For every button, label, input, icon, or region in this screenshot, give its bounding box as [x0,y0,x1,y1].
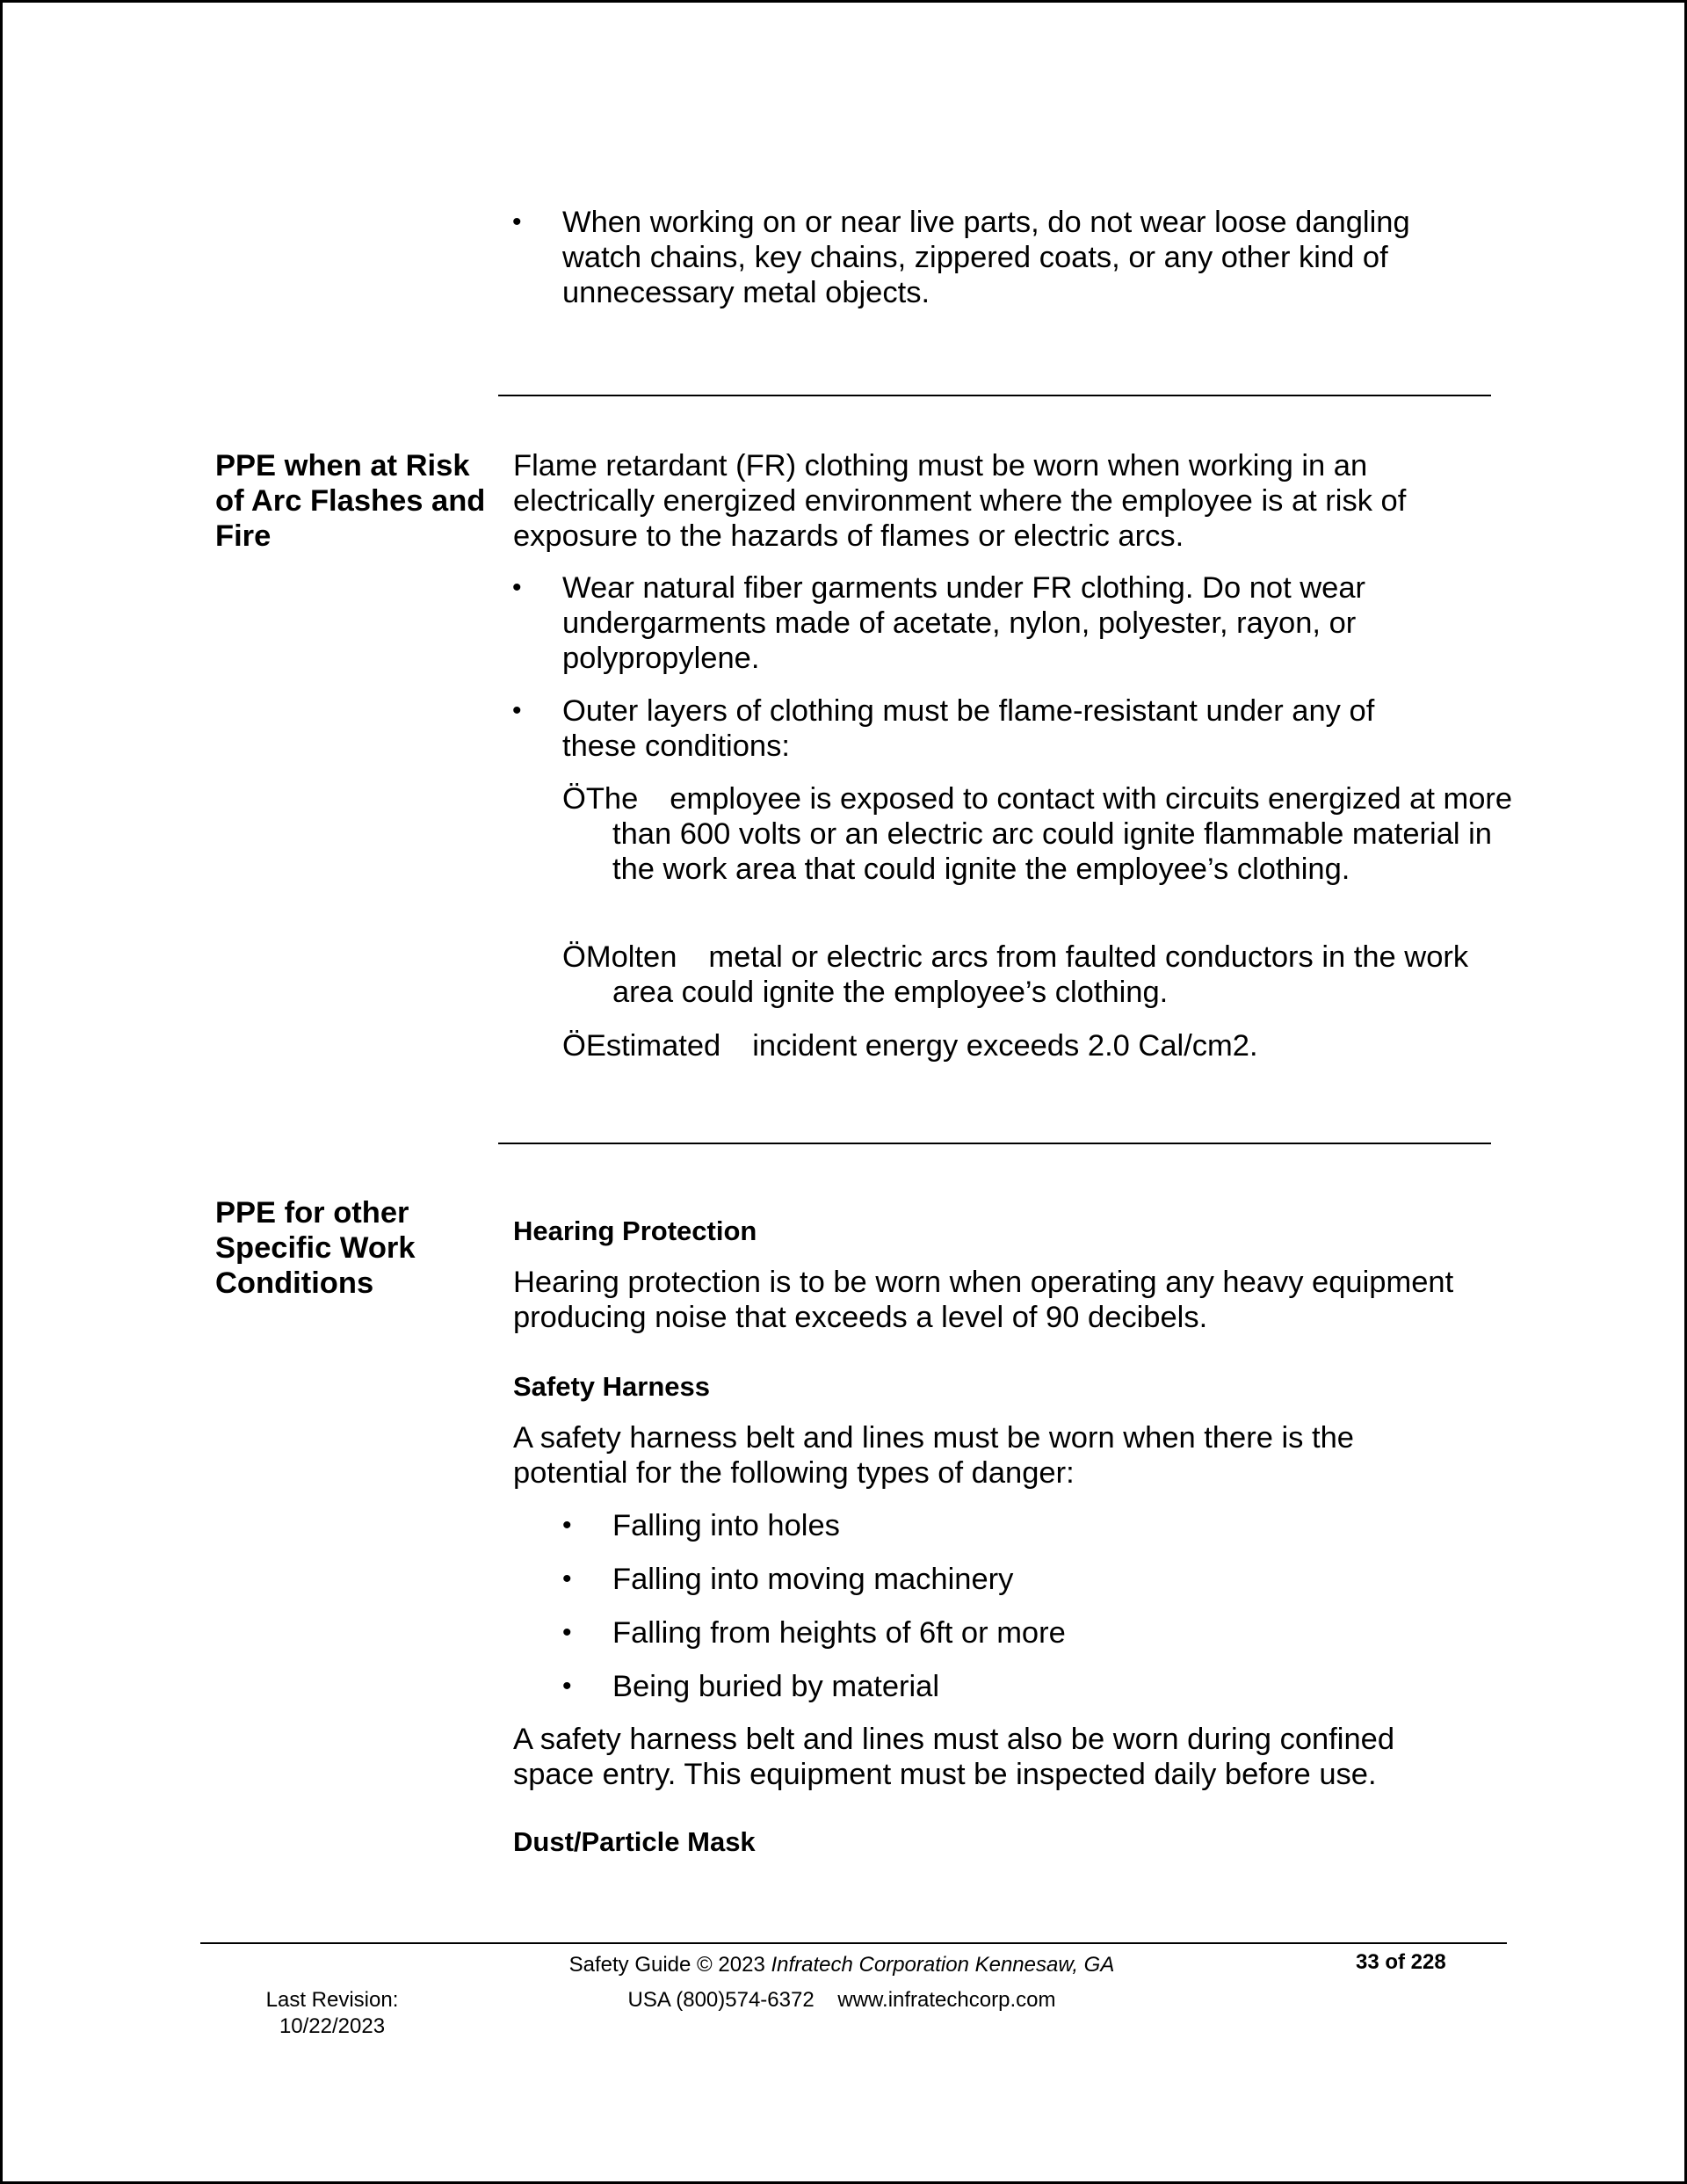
bullet-text: When working on or near live parts, do not wear loose dangling watch chains, key chains, zippered coats, or any other kind of unnecessary metal objects. [562,206,1410,309]
footer-phone: USA (800)574-6372 [627,1988,815,2012]
harness-intro-paragraph: A safety harness belt and lines must be worn when there is the potential for the following types of danger: [513,1421,1354,1490]
subheading-safety-harness: Safety Harness [513,1371,711,1402]
section-divider [498,1143,1491,1144]
condition-item [562,781,1526,887]
hearing-paragraph: Hearing protection is to be worn when operating any heavy equipment producing noise that exceeds a level of 90 decibels. [513,1266,1454,1334]
page-number: 33 of 228 [1356,1950,1446,1974]
footer-revision [214,1987,451,2040]
revision-date: 10/22/2023 [279,2014,386,2038]
harness-outro-paragraph: A safety harness belt and lines must also be worn during confined space entry. This equipment must be inspected daily before use. [513,1723,1395,1791]
arc-bullet-1: Wear natural fiber garments under FR clothing. Do not wear undergarments made of acetate, nylon, polyester, rayon, or polypropylene. [562,571,1366,675]
footer-guide: Safety Guide © 2023 [568,1953,765,1977]
footer-website: www.infratechcorp.com [837,1988,1056,2012]
footer-copyright [495,1952,1189,1978]
subheading-hearing-protection: Hearing Protection [513,1215,757,1246]
harness-item: Falling into holes [612,1509,840,1542]
bullet-marker: • [562,1511,572,1540]
condition-text: employee is exposed to contact with circuits energized at more than 600 volts or an electric arc could ignite flammable material in the work area that could ignite the employee’s clothing. [612,782,1513,886]
bullet-marker: • [512,207,522,236]
bullet-marker: • [512,696,522,725]
harness-item: Being buried by material [612,1670,940,1703]
condition-mark: ÖEstimated [562,1029,721,1063]
bullet-marker: • [512,573,522,602]
harness-item: Falling into moving machinery [612,1563,1014,1596]
bullet-marker: • [562,1564,572,1593]
condition-mark: ÖMolten [562,940,677,974]
footer-contact [495,1987,1189,2013]
footer-company: Infratech Corporation Kennesaw, GA [771,1953,1115,1977]
subheading-dust-mask: Dust/Particle Mask [513,1826,756,1857]
section-divider [498,395,1491,396]
condition-text: metal or electric arcs from faulted conductors in the work area could ignite the employee’s clothing. [612,940,1469,1009]
bullet-marker: • [562,1618,572,1647]
harness-item: Falling from heights of 6ft or more [612,1616,1066,1650]
condition-item [562,1028,1526,1063]
section-heading-other-conditions: PPE for other Specific Work Conditions [215,1196,416,1300]
arc-intro-paragraph: Flame retardant (FR) clothing must be worn when working in an electrically energized environment where the employee is at risk of exposure to the hazards of flames or electric arcs. [513,449,1407,553]
arc-bullet-2: Outer layers of clothing must be flame-resistant under any of these conditions: [562,694,1375,763]
condition-mark: ÖThe [562,782,639,816]
bullet-marker: • [562,1672,572,1701]
revision-label: Last Revision: [265,1988,399,2012]
footer-divider [200,1942,1507,1944]
condition-item [562,940,1526,1010]
section-heading-arc-flash: PPE when at Risk of Arc Flashes and Fire [215,449,486,553]
condition-text: incident energy exceeds 2.0 Cal/cm2. [752,1029,1258,1063]
